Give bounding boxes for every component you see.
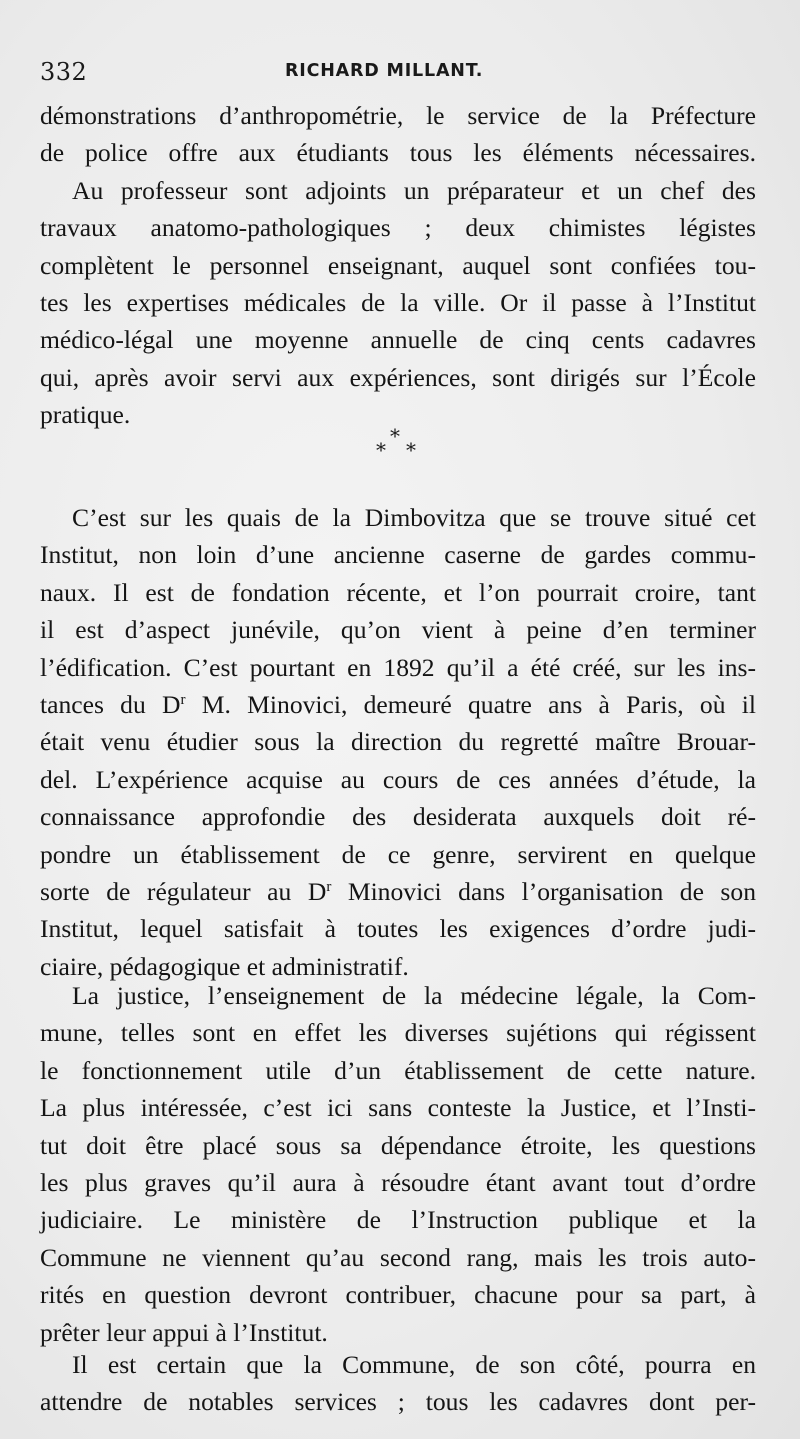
- text-line: pratique.: [40, 400, 131, 430]
- text-fragment: M. Minovici, demeuré quatre ans à Paris, où il: [185, 689, 756, 719]
- superscript: r: [326, 878, 332, 895]
- text-line: de police offre aux étudiants tous les éléments nécessaires.: [40, 138, 756, 168]
- text-line: mune, telles sont en effet les diverses sujétions qui régissent: [40, 1018, 756, 1048]
- asterisk-left: *: [376, 438, 386, 462]
- text-line: Au professeur sont adjoints un préparateur et un chef des: [72, 175, 756, 205]
- text-line: judiciaire. Le ministère de l’Instruction publique et la: [40, 1205, 756, 1235]
- text-line: del. L’expérience acquise au cours de ces années d’étude, la: [40, 764, 756, 794]
- text-line: tut doit être placé sous sa dépendance étroite, les questions: [40, 1130, 756, 1160]
- text-line: démonstrations d’anthropométrie, le service de la Préfecture: [40, 101, 756, 130]
- text-line: pondre un établissement de ce genre, servirent en quelque: [40, 839, 756, 869]
- section-asterism: [370, 424, 440, 464]
- text-line: médico-légal une moyenne annuelle de cinq cents cadavres: [40, 325, 756, 355]
- text-line: C’est sur les quais de la Dimbovitza que se trouve situé cet: [72, 503, 756, 532]
- paragraph-justice: [40, 977, 756, 1351]
- page-number: 332: [40, 58, 88, 86]
- text-line: prêter leur appui à l’Institut.: [40, 1317, 328, 1347]
- text-line: qui, après avoir servi aux expériences, sont dirigés sur l’École: [40, 362, 756, 392]
- text-line: travaux anatomo-pathologiques ; deux chimistes légistes: [40, 213, 756, 243]
- text-line: Il est certain que la Commune, de son côté, pourra en: [72, 1350, 756, 1379]
- asterisk-top: *: [390, 424, 400, 448]
- superscript: r: [180, 691, 186, 708]
- text-line: Institut, lequel satisfait à toutes les exigences d’ordre judi-: [40, 914, 756, 944]
- text-line: rités en question devront contribuer, chacune pour sa part, à: [40, 1280, 756, 1310]
- text-line: attendre de notables services ; tous les cadavres dont per-: [40, 1387, 756, 1417]
- text-line: il est d’aspect junévile, qu’on vient à peine d’en terminer: [40, 615, 756, 645]
- text-line: complètent le personnel enseignant, auquel sont confiées tou-: [40, 250, 756, 280]
- text-fragment: tances du D: [40, 689, 181, 719]
- paragraph-institut: [40, 499, 756, 985]
- text-line: tes les expertises médicales de la ville. Or il passe à l’Institut: [40, 287, 756, 317]
- text-fragment: Minovici dans l’organisation de son: [331, 876, 756, 906]
- text-line: Institut, non loin d’une ancienne caserne de gardes commu-: [40, 540, 756, 570]
- text-line: [40, 686, 756, 723]
- paragraph-commune: [40, 1346, 756, 1421]
- page-header: [40, 58, 760, 88]
- text-line: La plus intéressée, c’est ici sans conteste la Justice, et l’Insti-: [40, 1093, 756, 1123]
- text-line: était venu étudier sous la direction du regretté maître Brouar-: [40, 727, 756, 757]
- text-line: La justice, l’enseignement de la médecine légale, la Com-: [72, 981, 756, 1010]
- text-line: Commune ne viennent qu’au second rang, mais les trois auto-: [40, 1242, 756, 1272]
- running-head: RICHARD MILLANT.: [285, 61, 484, 81]
- text-line: l’édification. C’est pourtant en 1892 qu’il a été créé, sur les ins-: [40, 652, 756, 682]
- paragraph-anthropometrie: [40, 97, 756, 434]
- text-line: les plus graves qu’il aura à résoudre étant avant tout d’ordre: [40, 1167, 756, 1197]
- asterisk-right: *: [406, 438, 416, 462]
- text-line: ciaire, pédagogique et administratif.: [40, 951, 409, 981]
- text-line: le fonctionnement utile d’un établissement de cette nature.: [40, 1055, 756, 1085]
- text-fragment: sorte de régulateur au D: [40, 876, 327, 906]
- text-line: naux. Il est de fondation récente, et l’on pourrait croire, tant: [40, 577, 756, 607]
- text-line: connaissance approfondie des desiderata auxquels doit ré-: [40, 802, 756, 832]
- text-line: [40, 873, 756, 910]
